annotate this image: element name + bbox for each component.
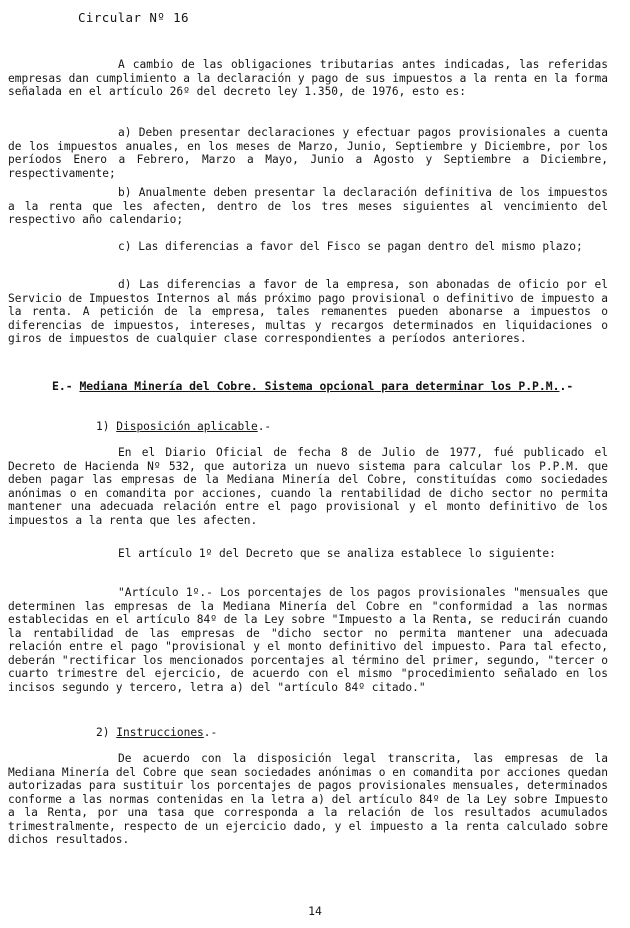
section-e-letter: E.- bbox=[52, 379, 73, 393]
subsection-1-suffix: .- bbox=[257, 420, 272, 433]
articulo-intro-paragraph: El artículo 1º del Decreto que se analiza establece lo siguiente: bbox=[118, 547, 556, 560]
subsection-1-number: 1) bbox=[96, 420, 110, 433]
subsection-2-number: 2) bbox=[96, 726, 110, 739]
quoted-article: "Artículo 1º.- Los porcentajes de los pagos provisionales "mensuales que determinen las empresas de la Mediana Minería del Cobre en "conformidad a las normas establecidas en el artículo 84º de la Ley sobre "Impuesto a la Renta, se reducirán cuando la rentabilidad de las empresas de "dicho sector no permita mantener una adecuada relación entre el pago "provisional y el monto definitivo del impuesto. Para tal efecto, deberán "rectificar los mencionados porcentajes al término del primer, segundo, "tercer o cuarto trimestre del ejercicio, de acuerdo con el mismo "procedimiento señalado en los incisos segundo y tercero, letra a) del "artículo 84º citado." bbox=[8, 586, 608, 694]
section-e-suffix: .- bbox=[559, 379, 574, 393]
paragraph-item-c: c) Las diferencias a favor del Fisco se pagan dentro del mismo plazo; bbox=[118, 240, 583, 253]
diario-oficial-paragraph: En el Diario Oficial de fecha 8 de Julio de 1977, fué publicado el Decreto de Hacienda Nº 532, que autoriza un nuevo sistema para calcular los P.P.M. que deben pagar las empresas de la Mediana Minería del Cobre, constituídas como sociedades anónimas o en comandita por acciones, cuando la rentabilidad de dicho sector no permita mantener una adecuada relación entre el pago provisional y el monto definitivo de los impuestos a la renta que les afecten. bbox=[8, 446, 608, 527]
circular-header: Circular Nº 16 bbox=[78, 10, 189, 25]
subsection-1-title: Disposición aplicable bbox=[116, 420, 258, 433]
instrucciones-paragraph: De acuerdo con la disposición legal transcrita, las empresas de la Mediana Minería del Cobre que sean sociedades anónimas o en comandita por acciones quedan autorizadas para sustituir los porcentajes de pagos provisionales mensuales, determinados conforme a las normas contenidas en la letra a) del artículo 84º de la Ley sobre Impuesto a la Renta, por una tasa que corresponda a la relación de los resultados acumulados trimestralmente, respecto de un ejercicio dado, y el impuesto a la renta calculado sobre dichos resultados. bbox=[8, 752, 608, 846]
subsection-1-heading bbox=[96, 420, 271, 434]
subsection-2-suffix: .- bbox=[203, 726, 218, 739]
section-e-title: Mediana Minería del Cobre. Sistema opcional para determinar los P.P.M. bbox=[79, 379, 560, 393]
subsection-2-title: Instrucciones bbox=[116, 726, 204, 739]
paragraph-item-a: a) Deben presentar declaraciones y efectuar pagos provisionales a cuenta de los impuestos anuales, en los meses de Marzo, Junio, Septiembre y Diciembre, por los períodos Enero a Febrero, Marzo a Mayo, Junio a Agosto y Septiembre a Diciembre, respectivamente; bbox=[8, 126, 608, 180]
paragraph-item-d: d) Las diferencias a favor de la empresa, son abonadas de oficio por el Servicio de Impuestos Internos al más próximo pago provisional o definitivo de impuesto a la renta. A petición de la empresa, tales remanentes pueden abonarse a impuestos o diferencias de impuestos, intereses, multas y recargos determinados en liquidaciones o giros de impuestos de cualquier clase correspondientes a períodos anteriores. bbox=[8, 278, 608, 345]
section-e-heading bbox=[52, 380, 608, 394]
intro-paragraph: A cambio de las obligaciones tributarias antes indicadas, las referidas empresas dan cumplimiento a la declaración y pago de sus impuestos a la renta en la forma señalada en el artículo 26º del decreto ley 1.350, de 1976, esto es: bbox=[8, 58, 608, 98]
paragraph-item-b: b) Anualmente deben presentar la declaración definitiva de los impuestos a la renta que les afecten, dentro de los tres meses siguientes al vencimiento del respectivo año calendario; bbox=[8, 186, 608, 226]
page-number: 14 bbox=[308, 904, 322, 918]
subsection-2-heading bbox=[96, 726, 217, 740]
